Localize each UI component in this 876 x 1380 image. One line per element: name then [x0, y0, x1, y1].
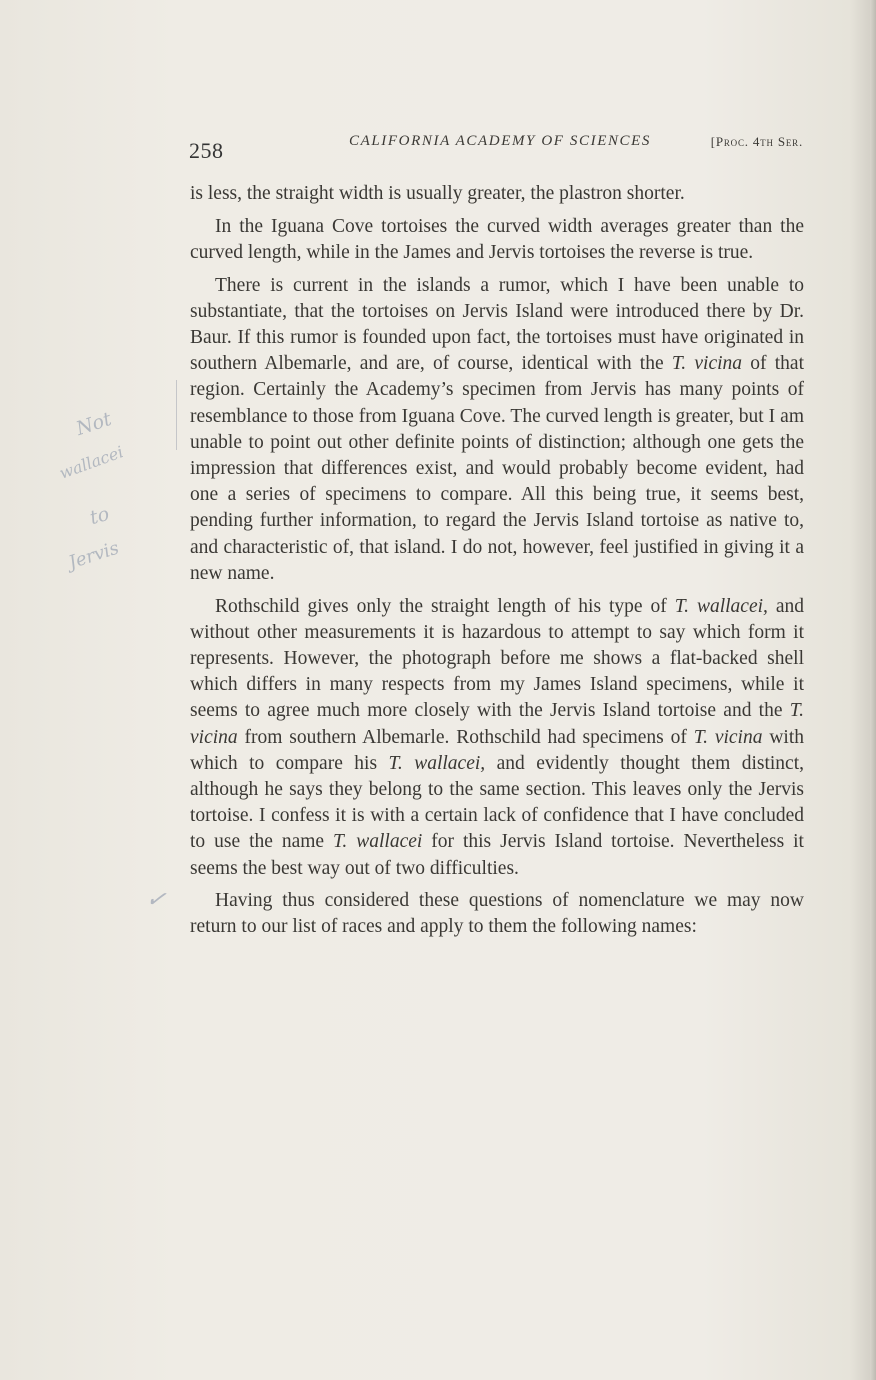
- italic-taxon: T. vicina: [190, 700, 804, 748]
- text-run: Having thus considered these questions of nomenclature we may now return to our list of races and apply to them the following names:: [190, 890, 804, 938]
- paragraph: [190, 181, 804, 207]
- margin-note-not: Not: [73, 408, 115, 440]
- margin-check-mark: ✓: [144, 883, 168, 915]
- italic-taxon: T. wallacei,: [674, 595, 768, 617]
- margin-note-jervis: Jervis: [66, 537, 122, 574]
- margin-note-wallacei: wallacei: [56, 442, 126, 483]
- text-run: and evidently thought them distinct, although he says they belong to the same section. This leaves only the Jervis tortoise. I confess it is with a certain lack of confidence that I have concluded to use the name: [190, 752, 804, 853]
- page-edge: [870, 0, 876, 1380]
- italic-taxon: T. wallacei: [333, 831, 423, 853]
- text-run: of that region. Certainly the Academy’s specimen from Jervis has many points of resemblance to those from Iguana Cove. The curved length is greater, but I am unable to point out other definite points of distinction; although one gets the impression that differences exist, and would probably become evident, had one a series of specimens to compare. All this being true, it seems best, pending further information, to regard the Jervis Island tortoise as native to, and characteristic of, that island. I do not, however, feel justified in giving it a new name.: [190, 353, 805, 584]
- running-title: CALIFORNIA ACADEMY OF SCIENCES: [349, 133, 652, 149]
- text-run: and without other measurements it is hazardous to attempt to say which form it represents. However, the photograph before me shows a flat-backed shell which differs in many respects from my James Island specimens, while it seems to agree much more closely with the Jervis Island tortoise and the: [190, 595, 805, 722]
- text-run: In the Iguana Cove tortoises the curved width averages greater than the curved length, while in the James and Jervis tortoises the reverse is true.: [190, 215, 804, 263]
- margin-note-to: to: [87, 502, 112, 530]
- page-number: 258: [189, 138, 224, 163]
- text-run: There is current in the islands a rumor, which I have been unable to substantiate, that the tortoises on Jervis Island were introduced there by Dr. Baur. If this rumor is founded upon fact, the tortoises must have originated in southern Albemarle, and are, of course, identical with the: [190, 274, 804, 375]
- paragraph: [190, 594, 804, 882]
- handwritten-marginalia: [50, 395, 180, 935]
- paragraph: [190, 888, 804, 940]
- text-run: for this Jervis Island tortoise. Nevertheless it seems the best way out of two difficulties.: [190, 831, 804, 879]
- paragraph: [190, 214, 804, 266]
- italic-taxon: T. wallacei,: [388, 752, 486, 774]
- italic-taxon: T. vicina: [671, 353, 743, 375]
- italic-taxon: T. vicina: [693, 726, 763, 748]
- text-run: from southern Albemarle. Rothschild had specimens of: [237, 726, 694, 748]
- body-text: [190, 181, 804, 947]
- text-run: with which to compare his: [190, 726, 804, 774]
- text-run: is less, the straight width is usually greater, the plastron shorter.: [190, 183, 685, 204]
- paragraph: [190, 273, 804, 587]
- page-header: [189, 130, 807, 166]
- series-label: [Proc. 4th Ser.: [710, 134, 803, 149]
- text-run: Rothschild gives only the straight length of his type of: [215, 595, 675, 617]
